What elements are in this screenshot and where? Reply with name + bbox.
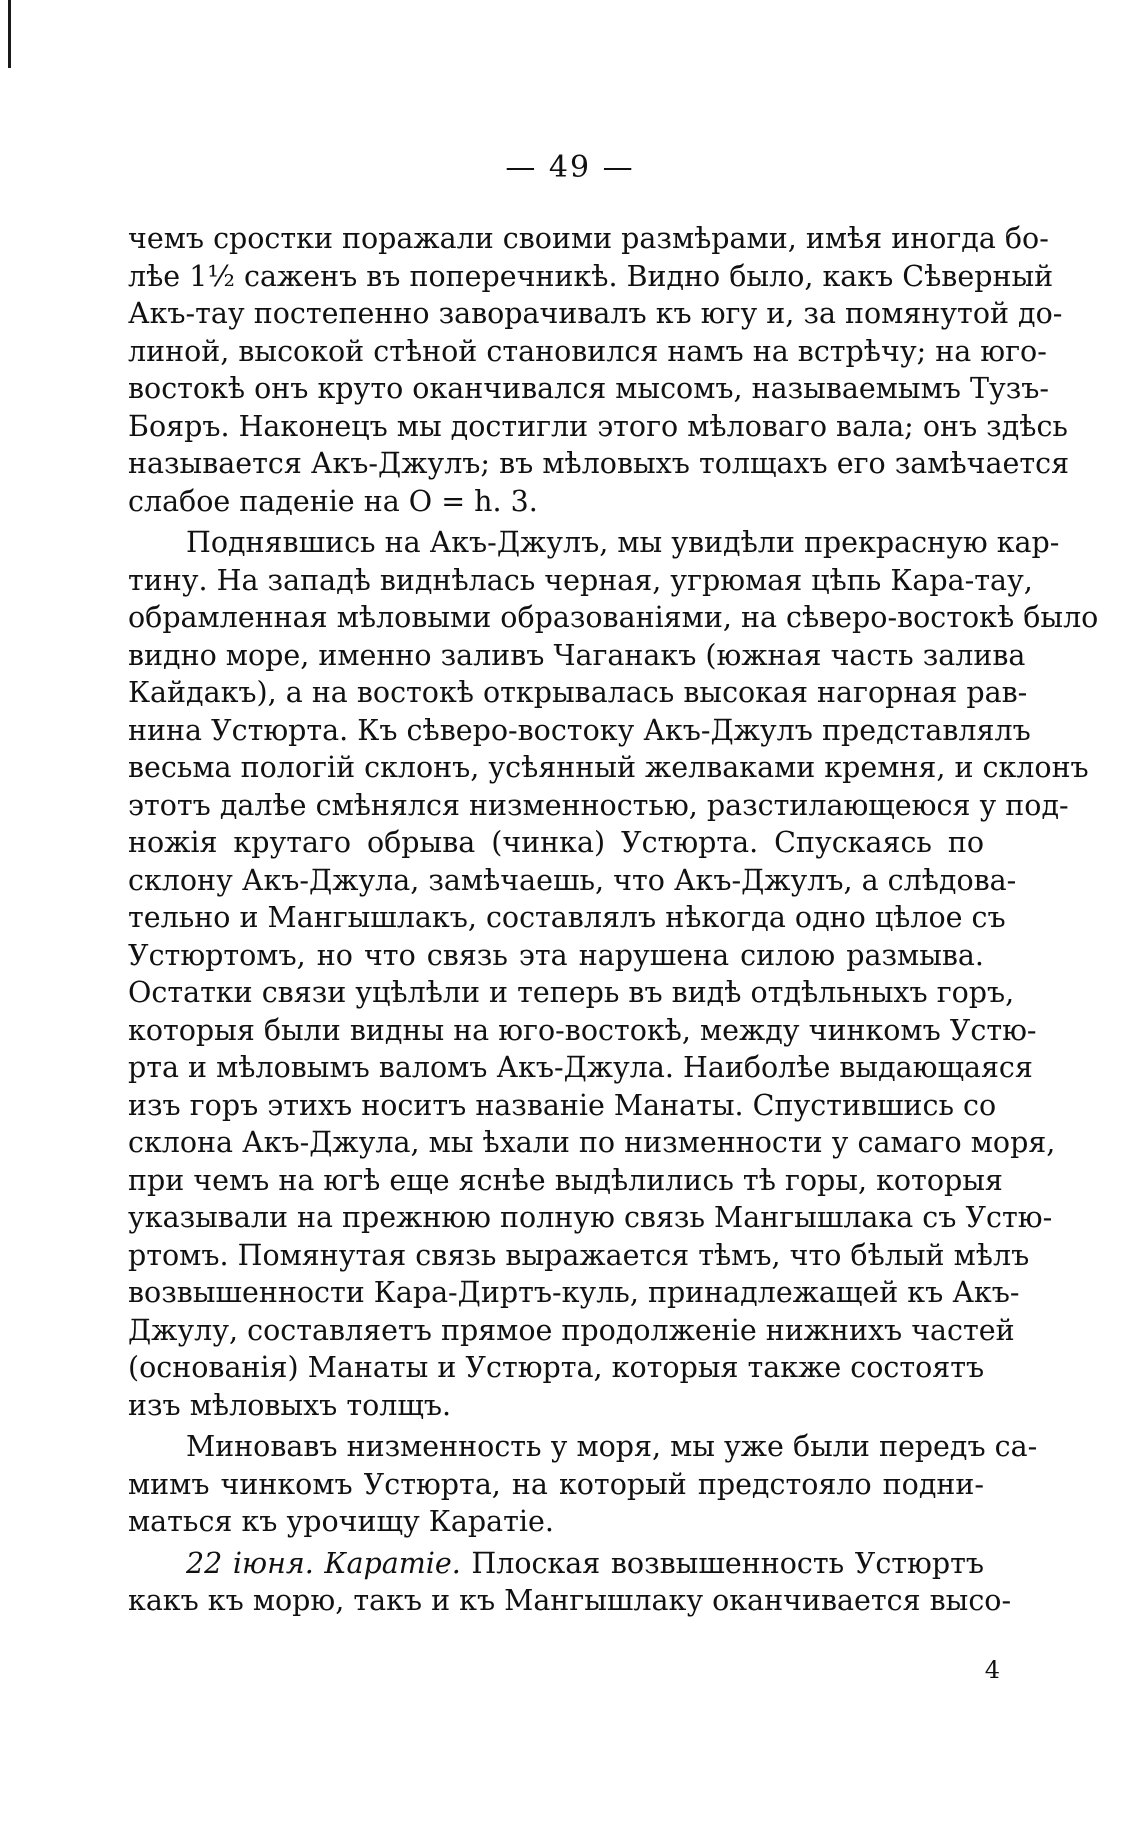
text-line: слабое паденіе на O = h. 3. <box>128 484 538 518</box>
text-line: Акъ-тау постепенно заворачивалъ къ югу и, за помянутой до- <box>128 297 1063 330</box>
text-line: при чемъ на югѣ еще яснѣе выдѣлились тѣ горы, которыя <box>128 1163 1003 1197</box>
entry-place: Каратіе. <box>324 1546 461 1580</box>
paragraph <box>128 220 1070 520</box>
text-line: этотъ далѣе смѣнялся низменностью, разстилающеюся у под- <box>128 788 1069 822</box>
text-line: какъ къ морю, такъ и къ Мангышлаку оканчивается высо- <box>128 1584 1012 1617</box>
text-line: Джулу, составляетъ прямое продолженіе нижнихъ частей <box>128 1313 1015 1347</box>
text-line: тину. На западѣ виднѣлась черная, угрюмая цѣпь Кара-тау, <box>128 563 1033 597</box>
paragraph <box>128 1545 1012 1620</box>
text-line: ножія крутаго обрыва (чинка) Устюрта. Спускаясь по <box>128 826 984 859</box>
text-line: лѣе 1½ саженъ въ поперечникѣ. Видно было, какъ Сѣверный <box>128 259 1054 293</box>
text-line: маться къ урочищу Каратіе. <box>128 1505 554 1538</box>
text-line: Устюртомъ, но что связь эта нарушена силою размыва. <box>128 938 984 972</box>
text-line: ртомъ. Помянутая связь выражается тѣмъ, что бѣлый мѣлъ <box>128 1238 1030 1272</box>
text-line: называется Акъ-Джулъ; въ мѣловыхъ толщахъ его замѣчается <box>128 447 1070 480</box>
text-line: возвышенности Кара-Диртъ-куль, принадлежащей къ Акъ- <box>128 1276 1020 1309</box>
text-line: склона Акъ-Джула, мы ѣхали по низменности у самаго моря, <box>128 1126 1056 1159</box>
text-line: (основанія) Манаты и Устюрта, которыя также состоятъ <box>128 1351 985 1384</box>
text-line: тельно и Мангышлакъ, составлялъ нѣкогда одно цѣлое съ <box>128 901 1006 934</box>
text-line: чемъ сростки поражали своими размѣрами, имѣя иногда бо- <box>128 222 1049 255</box>
text-line: которыя были видны на юго-востокѣ, между чинкомъ Устю- <box>128 1013 1037 1047</box>
entry-date: 22 іюня. <box>186 1546 314 1580</box>
text-line: Поднявшись на Акъ-Джулъ, мы увидѣли прекрасную кар- <box>186 526 1060 559</box>
signature-mark: 4 <box>984 1656 1000 1684</box>
scan-edge-mark <box>8 0 11 68</box>
page-number: — 49 — <box>505 150 635 185</box>
text-line: указывали на прежнюю полную связь Мангышлака съ Устю- <box>128 1201 1053 1234</box>
text-line: Миновавъ низменность у моря, мы уже были передъ са- <box>186 1430 1038 1463</box>
text-line: мимъ чинкомъ Устюрта, на который предстояло подни- <box>128 1467 984 1501</box>
paragraph <box>128 524 1099 1424</box>
text-line: весьма пологій склонъ, усѣянный желваками кремня, и склонъ <box>128 751 1089 784</box>
text-line: Остатки связи уцѣлѣли и теперь въ видѣ отдѣльныхъ горъ, <box>128 976 1015 1009</box>
text-line: Бояръ. Наконецъ мы достигли этого мѣловаго вала; онъ здѣсь <box>128 409 1068 443</box>
text-line: Кайдакъ), а на востокѣ открывалась высокая нагорная рав- <box>128 676 1028 709</box>
text-line: обрамленная мѣловыми образованіями, на сѣверо-востокѣ было <box>128 601 1099 634</box>
text-line: видно море, именно заливъ Чаганакъ (южная часть залива <box>128 638 1026 672</box>
text-line: склону Акъ-Джула, замѣчаешь, что Акъ-Джулъ, а слѣдова- <box>128 863 1017 897</box>
text-line: линой, высокой стѣной становился намъ на встрѣчу; на юго- <box>128 334 1047 368</box>
text-line: рта и мѣловымъ валомъ Акъ-Джула. Наиболѣе выдающаяся <box>128 1051 1033 1084</box>
diary-entry-line <box>128 1545 984 1583</box>
text-line: нина Устюрта. Къ сѣверо-востоку Акъ-Джулъ представлялъ <box>128 713 1031 747</box>
text-line: востокѣ онъ круто оканчивался мысомъ, называемымъ Тузъ- <box>128 372 1050 405</box>
paragraph <box>128 1428 1038 1541</box>
text-line: изъ горъ этихъ носитъ названіе Манаты. Спустившись со <box>128 1088 997 1122</box>
page-body <box>128 220 1099 1620</box>
text-line: изъ мѣловыхъ толщъ. <box>128 1388 452 1422</box>
text-line: Плоская возвышенность Устюртъ <box>471 1546 985 1580</box>
